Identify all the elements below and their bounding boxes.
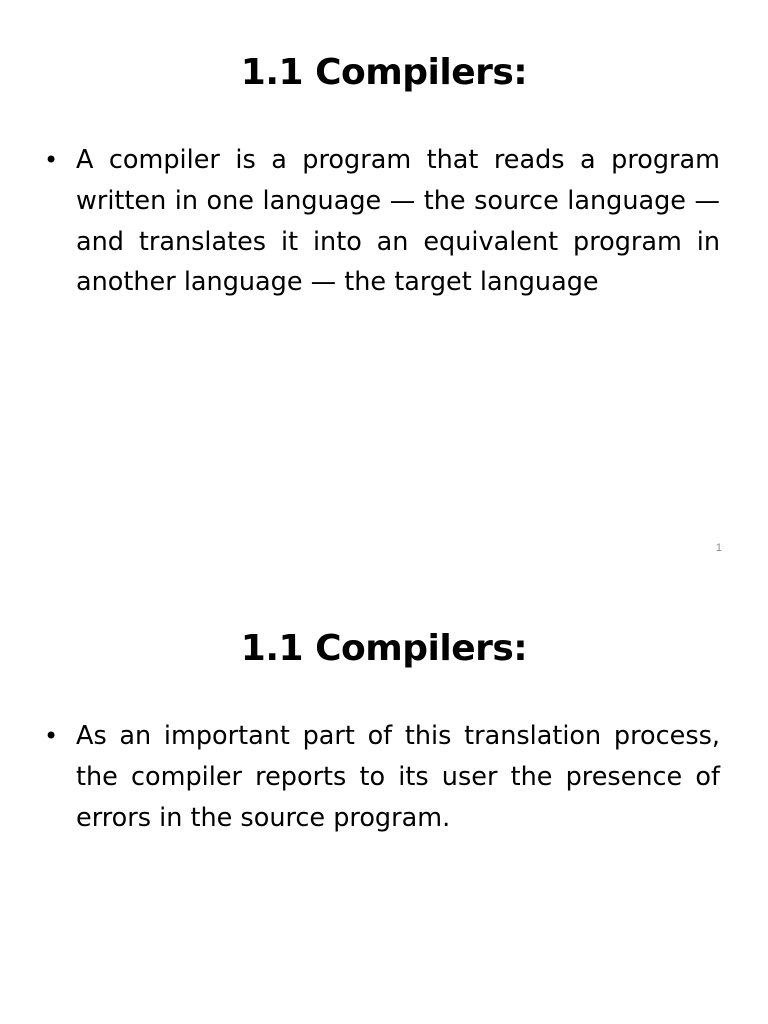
slide-title: 1.1 Compilers: [240,52,528,93]
bullet-text: A compiler is a program that reads a program written in one language — the source language — and translates it into an equivalent program in another language — the target language [76,145,720,298]
bullet-text: As an important part of this translation process, the compiler reports to its user the presence of errors in the source program. [76,721,720,833]
bullet-item [44,716,720,838]
bullet-list [44,140,720,303]
page-number: 1 [715,542,722,554]
slide-title: 1.1 Compilers: [240,628,528,669]
slide-2 [0,576,768,1024]
bullet-dot-icon: • [44,146,59,174]
bullet-list [44,716,720,838]
bullet-item [44,140,720,303]
bullet-dot-icon: • [44,722,59,750]
